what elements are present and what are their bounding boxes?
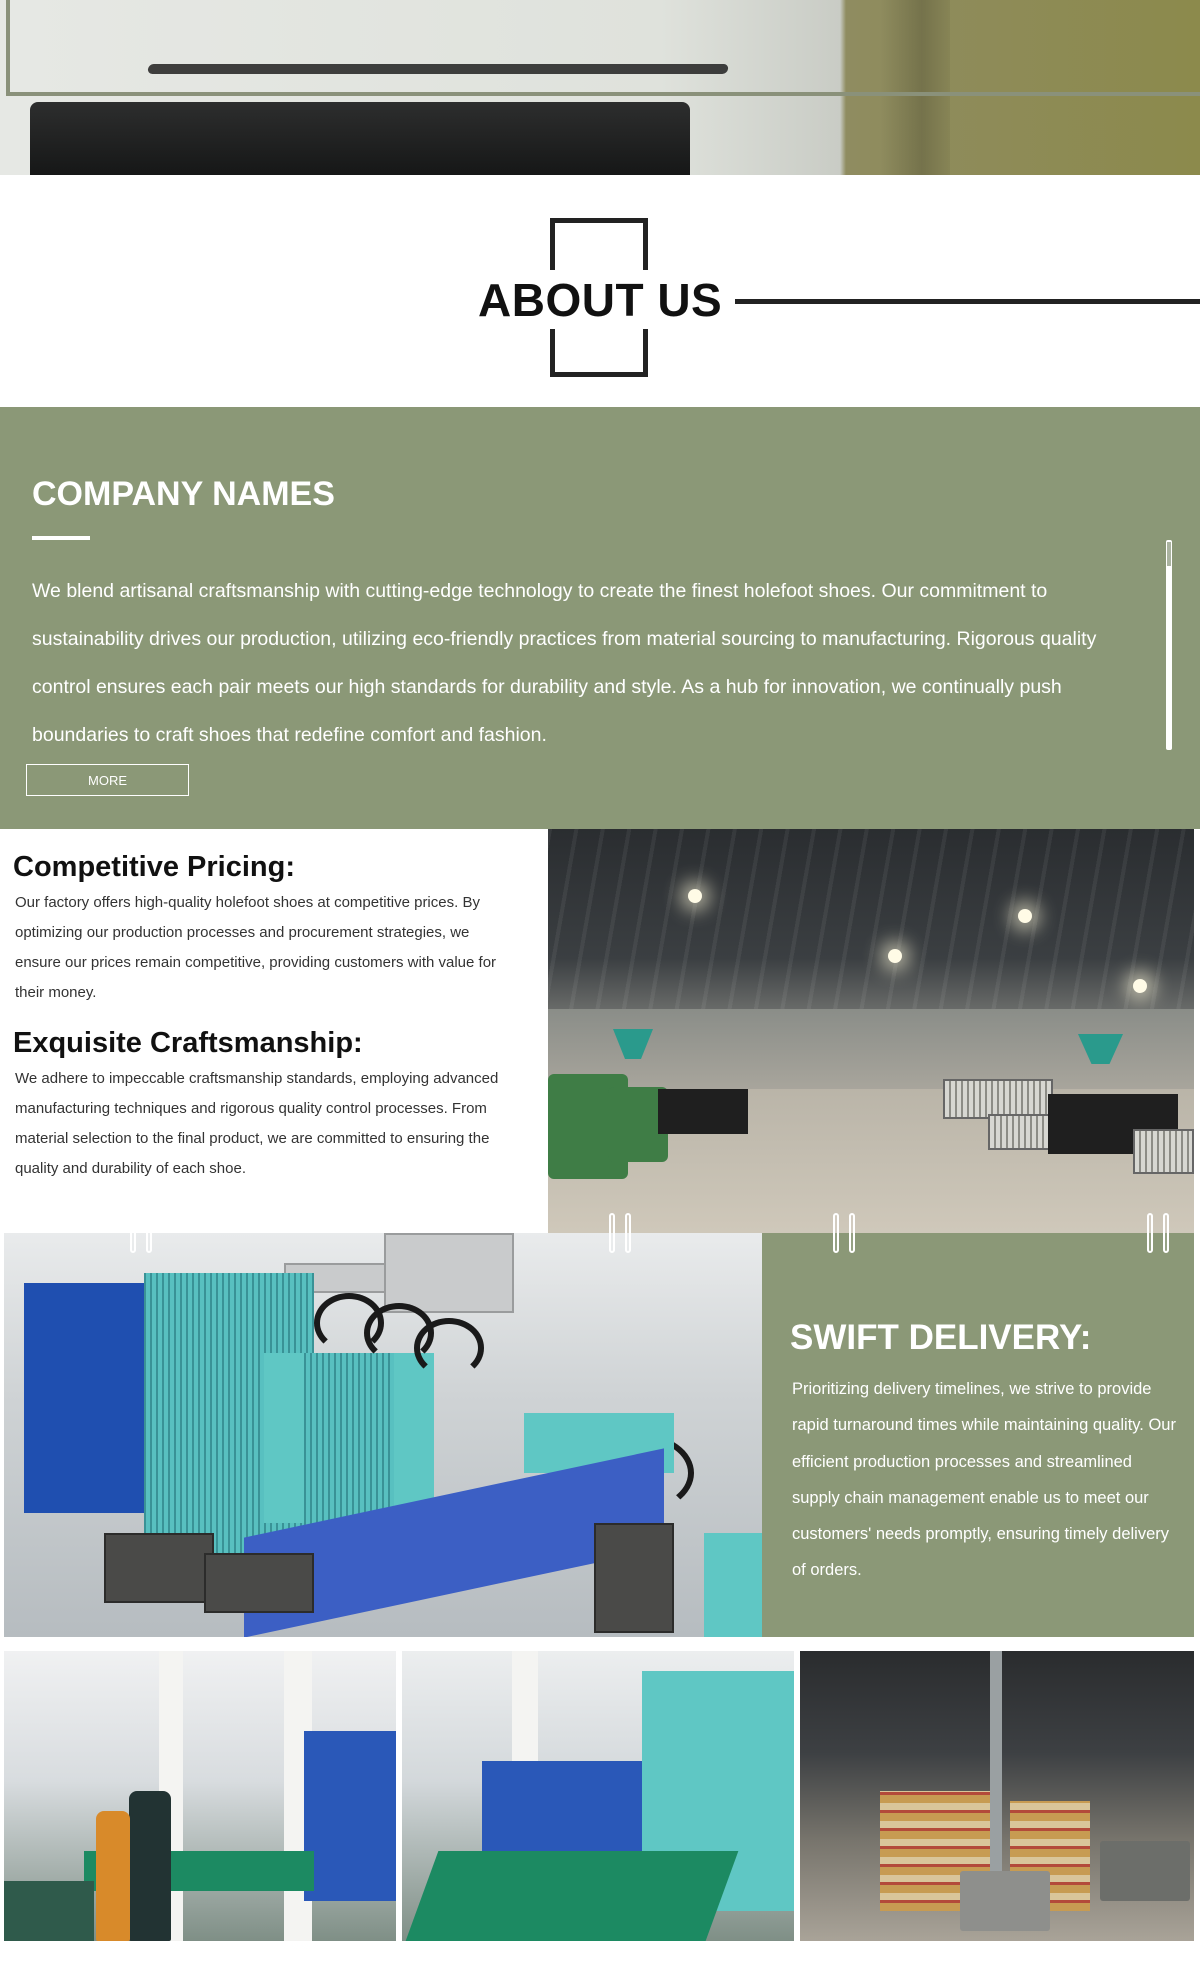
mold-block xyxy=(204,1553,314,1613)
conveyor-belt xyxy=(406,1851,739,1941)
title-bracket-bottom xyxy=(550,325,648,377)
worker xyxy=(96,1811,130,1941)
machine-panel xyxy=(304,1731,396,1901)
chain-hook-icon xyxy=(609,1213,633,1253)
vent-duct xyxy=(384,1233,514,1313)
ceiling-light xyxy=(1133,979,1147,993)
about-title: ABOUT US xyxy=(474,271,726,329)
mold-block xyxy=(104,1533,214,1603)
feature-title-pricing: Competitive Pricing: xyxy=(13,851,295,883)
swift-title: SWIFT DELIVERY: xyxy=(790,1318,1092,1357)
more-button[interactable]: MORE xyxy=(26,764,189,796)
support-column xyxy=(990,1651,1002,1901)
grey-bags xyxy=(960,1871,1050,1931)
company-description: We blend artisanal craftsmanship with cutting-edge technology to create the finest holefoot shoes. Our commitment to sustainability drives our production, utilizing eco-friendly practices from material sourcing to manufacturing. Rigorous quality control ensures each pair meets our high standards for durability and style. As a hub for innovation, we continually push boundaries to craft shoes that redefine comfort and fashion. xyxy=(32,580,1097,746)
ceiling-light xyxy=(688,889,702,903)
machine-panel xyxy=(482,1761,662,1861)
chain-hook-icon xyxy=(1147,1213,1171,1253)
teal-machine xyxy=(704,1533,762,1637)
scrollbar-thumb[interactable] xyxy=(1167,542,1171,566)
feature-title-craftsmanship: Exquisite Craftsmanship: xyxy=(13,1027,363,1059)
hero-box-lid xyxy=(147,64,728,74)
green-sacks xyxy=(4,1881,94,1941)
roof-beams xyxy=(548,829,1194,1019)
feature-text-pricing: Our factory offers high-quality holefoot shoes at competitive prices. By optimizing our production processes and procurement strategies, we ensure our prices remain competitive, providing customers with value for their money. xyxy=(15,894,497,1001)
ceiling-light xyxy=(1018,909,1032,923)
warehouse-photo xyxy=(548,829,1194,1233)
chain-hook-icon xyxy=(130,1213,154,1253)
ceiling-light xyxy=(888,949,902,963)
company-section xyxy=(0,407,1200,829)
company-heading-underline xyxy=(32,536,90,540)
feature-text-craftsmanship: We adhere to impeccable craftsmanship standards, employing advanced manufacturing techniques and rigorous quality control processes. From material selection to the final product, we are committed to ensuring the quality and durability of each shoe. xyxy=(15,1070,499,1177)
storage-warehouse-photo xyxy=(800,1651,1194,1941)
mold-block xyxy=(594,1523,674,1633)
swift-text: Prioritizing delivery timelines, we strive to provide rapid turnaround times while maintaining quality. Our efficient production processes and streamlined supply chain management enable us to meet our customers' needs promptly, ensuring timely delivery of orders. xyxy=(792,1380,1176,1580)
swift-delivery-panel xyxy=(762,1233,1194,1637)
factory-floor-photo-1 xyxy=(4,1651,396,1941)
blue-machine-frame xyxy=(24,1283,144,1513)
about-section xyxy=(0,175,1200,407)
crate-stack xyxy=(1133,1129,1194,1174)
hero-frame xyxy=(6,0,1200,96)
dark-pallet xyxy=(658,1089,748,1134)
title-bracket-top xyxy=(550,218,648,270)
hydraulic-hose xyxy=(414,1318,484,1378)
hero-shoe-box xyxy=(30,102,690,175)
production-line-photo xyxy=(4,1233,762,1637)
chain-hook-icon xyxy=(833,1213,857,1253)
worker xyxy=(129,1791,171,1941)
title-rule xyxy=(735,299,1200,304)
company-heading: COMPANY NAMES xyxy=(32,475,335,513)
grey-bags xyxy=(1100,1841,1190,1901)
hero-banner xyxy=(0,0,1200,175)
features-panel xyxy=(0,829,548,1233)
factory-floor-photo-2 xyxy=(402,1651,794,1941)
description-scrollbar[interactable] xyxy=(1166,540,1172,750)
crate-stack xyxy=(943,1079,1053,1119)
